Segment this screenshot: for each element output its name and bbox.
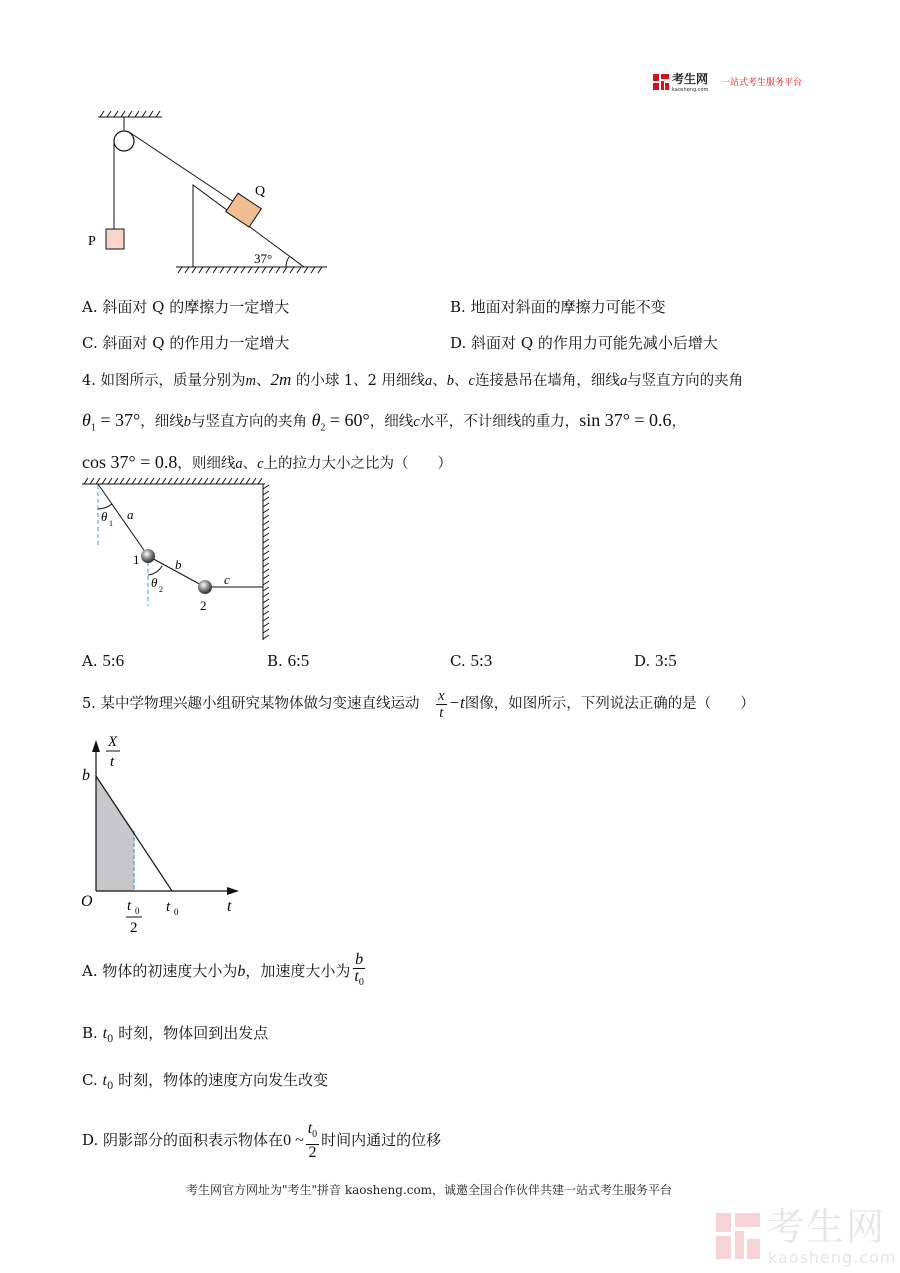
hatch-tick: [263, 527, 269, 531]
question-number: 4.: [82, 373, 96, 389]
b-over-t0-fraction: [352, 952, 365, 991]
equation: = 37°: [95, 410, 141, 430]
stem-text: 水平，不计细线的重力，: [419, 414, 580, 430]
origin-label: O: [81, 893, 93, 910]
hatch-tick: [263, 617, 269, 621]
q4-option-d[interactable]: [634, 651, 677, 671]
option-text: 6:5: [287, 651, 310, 670]
hatch-tick: [263, 611, 269, 615]
line-c: c: [413, 414, 420, 430]
shaded-area: [96, 776, 134, 891]
q5-option-c[interactable]: [82, 1070, 328, 1097]
hatch-tick: [90, 478, 94, 484]
q4-stem-line3: [82, 452, 452, 474]
line-c: c: [468, 373, 475, 389]
angle-arc: [286, 257, 289, 267]
var-b: b: [237, 963, 246, 980]
hatch-tick: [114, 478, 118, 484]
watermark-name: 考生网: [766, 1205, 887, 1249]
line-b: b: [446, 373, 454, 389]
hatch-tick: [138, 478, 142, 484]
frac-den: t: [354, 968, 359, 986]
angle-arc-2: [148, 566, 162, 575]
t0-half-sub: 0: [135, 906, 140, 916]
hatch-tick: [234, 478, 238, 484]
frac-den: t: [439, 704, 444, 721]
option-text: 阴影部分的面积表示物体在: [103, 1131, 284, 1149]
option-text: 5:6: [102, 651, 125, 670]
stem-text: 的小球 1、2 用细线: [295, 373, 425, 389]
mass-2m: 2m: [270, 370, 292, 389]
hatch-tick: [96, 478, 100, 484]
x-over-t-fraction: [436, 688, 446, 721]
hatch-tick: [263, 491, 269, 495]
t0-label: t: [166, 899, 171, 915]
hatch-tick: [240, 478, 244, 484]
frac-den: 2: [308, 1143, 317, 1161]
stem-text: ，细线: [140, 414, 184, 430]
hatch-tick: [156, 478, 160, 484]
hatch-tick: [263, 545, 269, 549]
hatch-tick: [263, 581, 269, 585]
frac-num: t: [307, 1120, 313, 1138]
hatch-tick: [102, 478, 106, 484]
var-t: t: [102, 1025, 108, 1042]
hatch-tick: [263, 587, 269, 591]
hatch-tick: [263, 563, 269, 567]
sep: 、: [242, 456, 258, 472]
option-text: 时刻，物体回到出发点: [118, 1024, 269, 1042]
equation: = 60°: [325, 410, 370, 430]
line-a: a: [425, 373, 433, 389]
stem-text: 上的拉力大小之比为（ ）: [263, 456, 453, 472]
ball-1: [141, 549, 155, 563]
frac-sub: 0: [312, 1129, 318, 1141]
line-a: a: [235, 456, 243, 472]
q5-stem: [82, 683, 755, 724]
stem-text: 某中学物理兴趣小组研究某物体做匀变速直线运动: [100, 696, 420, 712]
var-t: t: [102, 1072, 107, 1089]
option-key: B.: [450, 298, 466, 316]
hatch-tick: [144, 478, 148, 484]
label-a: a: [127, 507, 134, 522]
hatch-tick: [263, 503, 269, 507]
t0-over-2-fraction: [306, 1121, 319, 1160]
option-text: 地面对斜面的摩擦力可能不变: [470, 298, 666, 316]
hatch-tick: [258, 478, 262, 484]
label-q: Q: [255, 184, 266, 199]
hatch-tick: [162, 478, 166, 484]
hatch-tick: [174, 478, 178, 484]
hatch-tick: [263, 605, 269, 609]
option-text: 时刻，物体的速度方向发生改变: [118, 1071, 329, 1089]
q5-option-b[interactable]: [82, 1023, 268, 1050]
logo-url: kaosheng.com: [672, 87, 709, 93]
option-key: C.: [82, 334, 98, 352]
q4-stem-line2: [82, 410, 686, 439]
q3-option-a[interactable]: [82, 297, 289, 317]
line-b: b: [183, 414, 191, 430]
hatch-tick: [222, 478, 226, 484]
var-sub: 0: [106, 1081, 114, 1092]
minus-t: −t: [448, 693, 465, 712]
hatch-tick: [204, 478, 208, 484]
watermark-logo-icon: [716, 1213, 760, 1259]
label-theta-1-sub: 1: [109, 519, 113, 528]
hatch-tick: [263, 539, 269, 543]
rope-q: [129, 132, 240, 206]
line-c: c: [257, 456, 264, 472]
hatch-tick: [228, 478, 232, 484]
hatch-tick: [263, 635, 269, 639]
hatch-tick: [108, 478, 112, 484]
ball-2: [198, 580, 212, 594]
label-theta-1: θ: [101, 509, 108, 524]
sep: 、: [255, 373, 271, 389]
question-number: 5.: [82, 696, 96, 712]
option-key: D.: [82, 1131, 99, 1149]
option-text: 物体的初速度大小为: [102, 962, 238, 980]
option-text: 3:5: [655, 651, 677, 670]
hatch-tick: [252, 478, 256, 484]
range-start: 0 ~: [283, 1132, 304, 1149]
y-axis-arrow: [92, 740, 100, 752]
hatch-tick: [198, 478, 202, 484]
option-key: D.: [634, 652, 651, 670]
label-theta-2: θ: [151, 575, 158, 590]
hatch-tick: [263, 593, 269, 597]
hatch-tick: [263, 533, 269, 537]
hatch-tick: [263, 551, 269, 555]
watermark-url: kaosheng.com: [768, 1248, 897, 1267]
t0-half-num: t: [127, 898, 132, 914]
q4-option-b[interactable]: [267, 651, 309, 671]
hatch-tick: [263, 569, 269, 573]
hatch-tick: [192, 478, 196, 484]
option-text: 时间内通过的位移: [321, 1131, 442, 1149]
label-theta-2-sub: 2: [159, 585, 163, 594]
footer-text: 考生网官方网址为"考生"拼音 kaosheng.com，诚邀全国合作伙伴共建一站式考生服务平台: [186, 1183, 673, 1197]
t0-sub: 0: [174, 907, 179, 917]
theta-1: θ: [82, 410, 91, 430]
hatch-tick: [263, 521, 269, 525]
header-logo: [653, 72, 828, 94]
q4-option-a[interactable]: [82, 651, 124, 671]
block-p: [106, 229, 124, 249]
hatch-tick: [180, 478, 184, 484]
ceiling-hatch: [98, 111, 162, 117]
hatch-tick: [263, 485, 269, 489]
option-key: B.: [267, 652, 283, 670]
pulley-incline-figure: [80, 105, 340, 285]
option-text: ，加速度大小为: [245, 962, 351, 980]
q4-option-c[interactable]: [450, 651, 492, 671]
hatch-tick: [263, 629, 269, 633]
hanging-balls-figure: [80, 475, 280, 645]
hatch-tick: [168, 478, 172, 484]
hatch-tick: [263, 575, 269, 579]
option-key: A.: [82, 962, 98, 980]
sep: 、: [454, 373, 469, 389]
label-ball-1: 1: [133, 552, 140, 567]
hatch-tick: [263, 497, 269, 501]
sin-value: sin 37° = 0.6: [579, 410, 672, 430]
option-text: 斜面对 Q 的摩擦力一定增大: [102, 298, 290, 316]
ground-hatch: [176, 267, 327, 273]
hatch-tick: [263, 509, 269, 513]
q5-option-a[interactable]: [82, 948, 368, 995]
stem-text: 与竖直方向的夹角: [190, 414, 307, 430]
header-slogan: 一站式考生服务平台: [721, 78, 803, 88]
hatch-tick: [263, 623, 269, 627]
stem-text: 如图所示，质量分别为: [100, 373, 246, 389]
q3-option-c[interactable]: [82, 333, 289, 353]
watermark: [716, 1207, 896, 1269]
hatch-tick: [263, 557, 269, 561]
y-label-den: t: [110, 754, 115, 770]
mass-m: m: [245, 373, 256, 389]
label-p: P: [88, 234, 96, 249]
hatch-tick: [120, 478, 124, 484]
label-b: b: [175, 557, 182, 572]
option-text: 5:3: [470, 651, 493, 670]
var-sub: 0: [107, 1034, 114, 1045]
hatch-tick: [216, 478, 220, 484]
q3-option-d[interactable]: [450, 333, 718, 353]
frac-num: x: [438, 687, 445, 704]
q4-stem-line1: [82, 370, 743, 391]
stem-text: ，则细线: [177, 456, 236, 472]
x-label: t: [227, 898, 232, 915]
sep: 、: [432, 373, 447, 389]
theta-2: θ: [311, 410, 321, 430]
option-key: C.: [450, 652, 466, 670]
option-key: A.: [82, 298, 98, 316]
theta-sub: 1: [90, 422, 96, 434]
option-text: 斜面对 Q 的作用力一定增大: [102, 334, 290, 352]
x-over-t-graph: [75, 730, 255, 935]
stem-text: 与竖直方向的夹角: [627, 373, 744, 389]
hatch-tick: [210, 478, 214, 484]
option-key: C.: [82, 1071, 98, 1089]
pulley: [114, 131, 134, 151]
hatch-tick: [132, 478, 136, 484]
t0-half-den: 2: [130, 920, 138, 935]
hatch-tick: [186, 478, 190, 484]
stem-text: 连接悬吊在墙角，细线: [474, 373, 620, 389]
option-key: D.: [450, 334, 467, 352]
logo-mark-icon: [653, 74, 669, 90]
line-a: a: [619, 373, 628, 389]
frac-num: b: [355, 951, 364, 969]
q5-option-d[interactable]: [82, 1117, 441, 1164]
theta-sub: 2: [320, 422, 326, 434]
hatch-tick: [263, 599, 269, 603]
cos-value: cos 37° = 0.8: [82, 452, 178, 472]
y-label-num: X: [108, 734, 118, 750]
label-c: c: [224, 572, 230, 587]
hatch-tick: [263, 515, 269, 519]
angle-label: 37°: [254, 251, 273, 266]
stem-text: 图像，如图所示，下列说法正确的是（ ）: [464, 696, 755, 712]
hatch-tick: [84, 478, 88, 484]
stem-text: ，细线: [369, 414, 414, 430]
x-axis-arrow: [227, 887, 239, 895]
option-text: 斜面对 Q 的作用力可能先减小后增大: [471, 334, 718, 352]
stem-text: ，: [671, 414, 687, 430]
label-ball-2: 2: [200, 598, 207, 613]
option-key: B.: [82, 1024, 98, 1042]
hatch-tick: [126, 478, 130, 484]
q3-option-b[interactable]: [450, 297, 666, 317]
b-label: b: [82, 767, 90, 784]
option-key: A.: [82, 652, 98, 670]
hatch-tick: [150, 478, 154, 484]
frac-sub: 0: [358, 977, 364, 989]
hatch-tick: [246, 478, 250, 484]
logo-name: 考生网: [672, 72, 709, 86]
